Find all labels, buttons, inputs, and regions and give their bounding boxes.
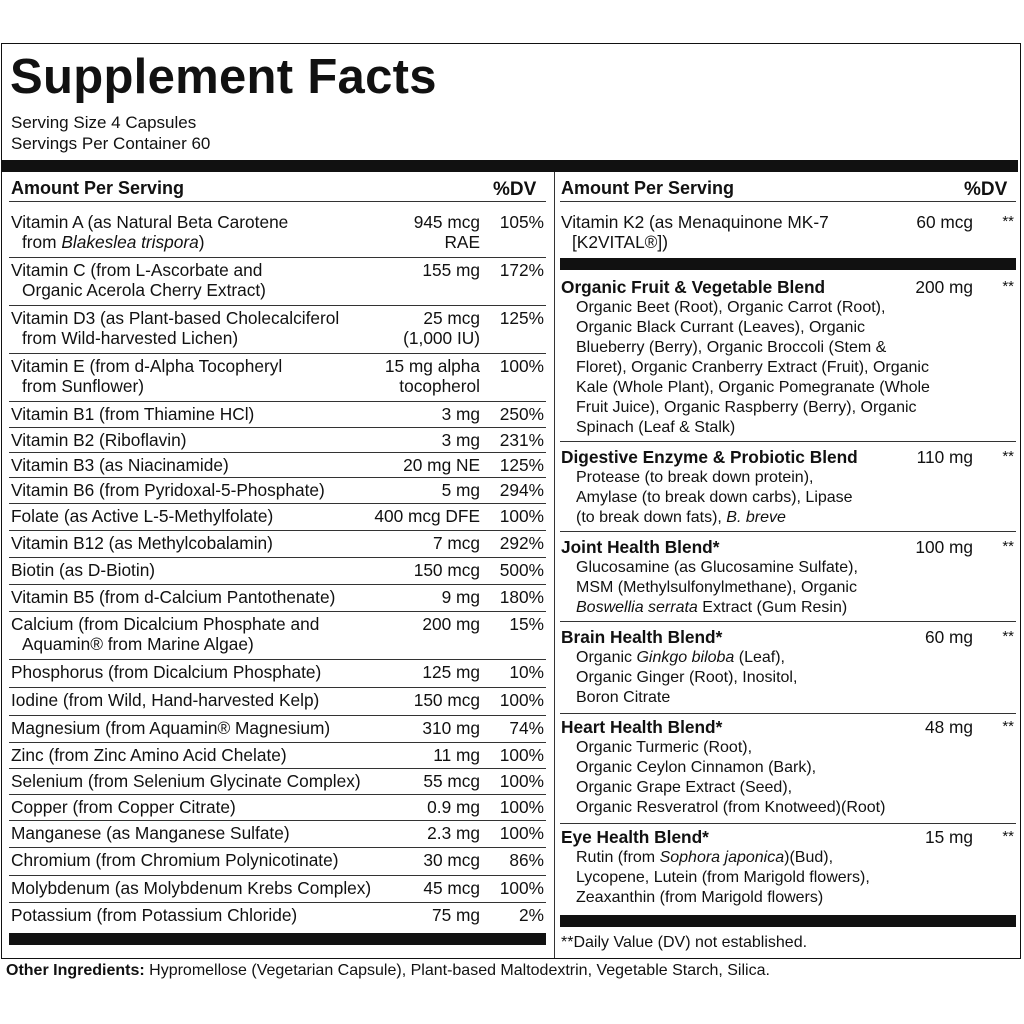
nutrient-dv: 250% [499, 404, 544, 424]
ingredient-text: Blueberry (Berry), Organic Broccoli (Stem & [576, 339, 887, 356]
blend-ingredient-line [576, 508, 786, 528]
ingredient-text: Boron Citrate [576, 689, 671, 706]
blend-amount: 60 mg [924, 627, 973, 647]
blend-amount: 15 mg [924, 827, 973, 847]
nutrient-name: Molybdenum (as Molybdenum Krebs Complex) [11, 878, 372, 898]
blend-amount: 48 mg [924, 717, 973, 737]
nutrient-name: Vitamin A (as Natural Beta Carotene [11, 212, 289, 232]
blend-ingredient-line [576, 648, 785, 668]
nutrient-dv: 86% [509, 850, 544, 870]
nutrient-dv: 180% [499, 587, 544, 607]
nutrient-amount: 15 mg alpha [384, 356, 480, 376]
dv-footnote: **Daily Value (DV) not established. [561, 934, 808, 951]
ingredient-text: (Leaf), [734, 649, 785, 666]
nutrient-name: Phosphorus (from Dicalcium Phosphate) [11, 662, 322, 682]
nutrient-name: Vitamin B1 (from Thiamine HCl) [11, 404, 255, 424]
servings-per-container: Servings Per Container 60 [11, 134, 211, 153]
ingredient-text: Organic Ceylon Cinnamon (Bark), [576, 759, 817, 776]
ingredient-italic: Boswellia serrata [576, 599, 698, 616]
blend-ingredient-line [576, 888, 823, 908]
nutrient-name: Vitamin C (from L-Ascorbate and [11, 260, 263, 280]
nutrient-source-text: from Sunflower) [22, 376, 144, 396]
nutrient-dv: 15% [509, 614, 544, 634]
nutrient-dv: 125% [499, 308, 544, 328]
nutrient-dv: 100% [499, 771, 544, 791]
ingredient-text: Extract (Gum Resin) [697, 599, 848, 616]
nutrient-amount: 25 mcg [423, 308, 480, 328]
nutrient-source [22, 376, 144, 396]
ingredient-text: Organic Resveratrol (from Knotweed)(Root) [576, 799, 886, 816]
ingredient-text: Organic [576, 649, 637, 666]
other-ingredients-text: Hypromellose (Vegetarian Capsule), Plant-based Maltodextrin, Vegetable Starch, Silica. [144, 962, 770, 979]
blend-ingredient-line [576, 418, 735, 438]
blend-ingredient-line [576, 398, 917, 418]
nutrient-name: Vitamin E (from d-Alpha Tocopheryl [11, 356, 283, 376]
ingredient-text: Zeaxanthin (from Marigold flowers) [576, 889, 824, 906]
ingredient-text: Organic Beet (Root), Organic Carrot (Root), [576, 299, 886, 316]
blend-ingredient-line [576, 358, 929, 378]
blend-amount: 110 mg [916, 447, 973, 467]
blend-ingredient-line [576, 338, 886, 358]
nutrient-amount: 9 mg [441, 587, 480, 607]
blend-name: Joint Health Blend* [561, 537, 720, 557]
nutrient-amount: 150 mcg [413, 690, 480, 710]
header-dv-right: %DV [964, 179, 1008, 200]
nutrient-source [22, 328, 238, 348]
nutrient-amount: 7 mcg [432, 533, 480, 553]
blend-ingredient-line [576, 778, 792, 798]
nutrient-name: Selenium (from Selenium Glycinate Complex) [11, 771, 361, 791]
nutrient-name: Chromium (from Chromium Polynicotinate) [11, 850, 339, 870]
nutrient-dv: 100% [499, 823, 544, 843]
nutrient-dv: 2% [519, 905, 544, 925]
blend-rule [560, 531, 1016, 532]
nutrient-amount: 150 mcg [413, 560, 480, 580]
ingredient-text: Amylase (to break down carbs), Lipase [576, 489, 853, 506]
top-thick-bar [2, 160, 1018, 172]
nutrient-source-text: from Wild-harvested Lichen) [22, 328, 239, 348]
nutrient-amount: 60 mcg [916, 212, 973, 232]
nutrient-name: Magnesium (from Aquamin® Magnesium) [11, 718, 331, 738]
nutrient-dv: 100% [499, 356, 544, 376]
ingredient-text: Lycopene, Lutein (from Marigold flowers), [576, 869, 870, 886]
nutrient-amount: 75 mg [431, 905, 480, 925]
nutrient-name: Vitamin K2 (as Menaquinone MK-7 [561, 212, 829, 232]
nutrient-dv: 172% [499, 260, 544, 280]
nutrient-amount: 200 mg [422, 614, 480, 634]
header-dv-left: %DV [493, 179, 537, 200]
nutrient-amount: 3 mg [441, 430, 480, 450]
nutrient-name: Vitamin B3 (as Niacinamide) [11, 455, 229, 475]
nutrient-dv: 125% [499, 455, 544, 475]
nutrient-name: Iodine (from Wild, Hand-harvested Kelp) [11, 690, 320, 710]
nutrient-amount: 400 mcg DFE [374, 506, 480, 526]
nutrient-dv: 100% [499, 797, 544, 817]
right-bottom-bar [560, 915, 1016, 927]
header-amount-right: Amount Per Serving [561, 178, 735, 198]
panel-title: Supplement Facts [10, 50, 437, 104]
ingredient-text: Organic Black Currant (Leaves), Organic [576, 319, 865, 336]
nutrient-dv: ** [1002, 213, 1014, 230]
ingredient-text: Organic Turmeric (Root), [576, 739, 753, 756]
nutrient-dv: 105% [499, 212, 544, 232]
nutrient-row [0, 210, 552, 250]
blend-ingredient-line [576, 758, 816, 778]
nutrient-amount: 0.9 mg [427, 797, 480, 817]
other-ingredients [6, 961, 770, 981]
nutrient-name: Vitamin B12 (as Methylcobalamin) [11, 533, 273, 553]
nutrient-name: Calcium (from Dicalcium Phosphate and [11, 614, 320, 634]
nutrient-amount: 5 mg [441, 480, 480, 500]
ingredient-text: )(Bud), [784, 849, 834, 866]
nutrient-name: Vitamin B5 (from d-Calcium Pantothenate) [11, 587, 336, 607]
nutrient-dv: 100% [499, 745, 544, 765]
ingredient-text: MSM (Methylsulfonylmethane), Organic [576, 579, 857, 596]
nutrient-amount: 55 mcg [423, 771, 480, 791]
blend-name: Heart Health Blend* [561, 717, 723, 737]
nutrient-amount: 45 mcg [423, 878, 480, 898]
ingredient-text: Glucosamine (as Glucosamine Sulfate), [576, 559, 858, 576]
nutrient-row [0, 306, 552, 346]
right-mid-thick-bar [560, 258, 1016, 270]
nutrient-source-text: from [22, 232, 62, 252]
header-amount-left: Amount Per Serving [11, 178, 185, 198]
nutrient-dv: 74% [509, 718, 544, 738]
nutrient-dv: 100% [499, 878, 544, 898]
nutrient-dv: 231% [499, 430, 544, 450]
nutrient-source-text: Organic Acerola Cherry Extract) [22, 280, 266, 300]
blend-name: Brain Health Blend* [561, 627, 723, 647]
nutrient-source-text: ) [198, 232, 205, 252]
nutrient-amount: 125 mg [422, 662, 480, 682]
nutrient-amount: 11 mg [433, 745, 480, 765]
nutrient-name: Folate (as Active L-5-Methylfolate) [11, 506, 274, 526]
blend-amount: 100 mg [915, 537, 973, 557]
nutrient-name: Vitamin B6 (from Pyridoxal-5-Phosphate) [11, 480, 325, 500]
nutrient-dv: 100% [499, 506, 544, 526]
ingredient-text: Fruit Juice), Organic Raspberry (Berry), Organic [576, 399, 917, 416]
nutrient-amount: 945 mcg [413, 212, 480, 232]
nutrient-amount-unit: tocopherol [399, 376, 480, 396]
nutrient-dv: 500% [499, 560, 544, 580]
blend-dv: ** [1002, 828, 1014, 845]
nutrient-source-italic: Blakeslea trispora [61, 232, 199, 252]
nutrient-source-text: Aquamin® from Marine Algae) [22, 634, 254, 654]
blend-ingredient-line [576, 798, 885, 818]
nutrient-amount: 310 mg [422, 718, 480, 738]
blend-ingredient-line [576, 378, 930, 398]
blend-rule [560, 441, 1016, 442]
blend-amount: 200 mg [915, 277, 973, 297]
blend-name: Digestive Enzyme & Probiotic Blend [561, 447, 858, 467]
nutrient-source [22, 280, 266, 300]
ingredient-text: Rutin (from [576, 849, 660, 866]
blend-rule [560, 713, 1016, 714]
nutrient-amount: 155 mg [422, 260, 480, 280]
nutrient-name: Manganese (as Manganese Sulfate) [11, 823, 290, 843]
nutrient-amount: 2.3 mg [427, 823, 480, 843]
nutrient-dv: 100% [499, 690, 544, 710]
ingredient-italic: Sophora japonica [659, 849, 785, 866]
nutrient-amount: 3 mg [441, 404, 480, 424]
ingredient-text: Organic Ginger (Root), Inositol, [576, 669, 798, 686]
nutrient-name: Copper (from Copper Citrate) [11, 797, 236, 817]
blend-ingredient-line [576, 558, 858, 578]
blend-dv: ** [1002, 538, 1014, 555]
blend-ingredient-line [576, 318, 865, 338]
nutrient-row [0, 354, 552, 394]
ingredient-italic: Ginkgo biloba [636, 649, 735, 666]
blend-dv: ** [1002, 278, 1014, 295]
ingredient-text: Floret), Organic Cranberry Extract (Fruit), Organic [576, 359, 929, 376]
nutrient-source [22, 634, 254, 654]
nutrient-amount-unit: (1,000 IU) [403, 328, 480, 348]
blend-ingredient-line [576, 298, 885, 318]
blend-ingredient-line [576, 488, 853, 508]
right-header-rule [560, 201, 1016, 202]
serving-size: Serving Size 4 Capsules [11, 113, 197, 132]
blend-dv: ** [1002, 628, 1014, 645]
ingredient-text: Organic Grape Extract (Seed), [576, 779, 793, 796]
blend-ingredient-line [576, 578, 857, 598]
nutrient-dv: 10% [509, 662, 544, 682]
blend-dv: ** [1002, 718, 1014, 735]
nutrient-source: [K2VITAL®]) [572, 232, 668, 252]
nutrient-row [0, 612, 552, 652]
blend-rule [560, 621, 1016, 622]
blend-name: Organic Fruit & Vegetable Blend [561, 277, 826, 297]
nutrient-source [22, 232, 205, 252]
other-ingredients-label: Other Ingredients: [6, 962, 145, 979]
left-header-rule [9, 201, 546, 202]
nutrient-name: Vitamin D3 (as Plant-based Cholecalciferol [11, 308, 340, 328]
blend-ingredient-line [576, 598, 847, 618]
nutrient-name: Vitamin B2 (Riboflavin) [11, 430, 187, 450]
blend-ingredient-line [576, 738, 752, 758]
nutrient-amount-unit: RAE [444, 232, 480, 252]
nutrient-name: Zinc (from Zinc Amino Acid Chelate) [11, 745, 287, 765]
ingredient-text: Kale (Whole Plant), Organic Pomegranate (Whole [576, 379, 930, 396]
blend-dv: ** [1002, 448, 1014, 465]
vitamin-k2-row [556, 210, 1020, 254]
ingredient-italic: B. breve [726, 509, 786, 526]
nutrient-amount: 20 mg NE [403, 455, 480, 475]
nutrient-name: Potassium (from Potassium Chloride) [11, 905, 298, 925]
blend-rule [560, 823, 1016, 824]
blend-ingredient-line [576, 668, 797, 688]
blend-ingredient-line [576, 868, 870, 888]
nutrient-row [0, 258, 552, 298]
blend-ingredient-line [576, 688, 670, 708]
blend-name: Eye Health Blend* [561, 827, 709, 847]
blend-ingredient-line [576, 848, 833, 868]
ingredient-text: Spinach (Leaf & Stalk) [576, 419, 736, 436]
column-divider [554, 172, 555, 958]
ingredient-text: (to break down fats), [576, 509, 727, 526]
nutrient-name: Biotin (as D-Biotin) [11, 560, 156, 580]
nutrient-dv: 292% [499, 533, 544, 553]
ingredient-text: Protease (to break down protein), [576, 469, 814, 486]
nutrient-dv: 294% [499, 480, 544, 500]
left-bottom-bar [9, 933, 546, 945]
blend-ingredient-line [576, 468, 813, 488]
nutrient-amount: 30 mcg [423, 850, 480, 870]
